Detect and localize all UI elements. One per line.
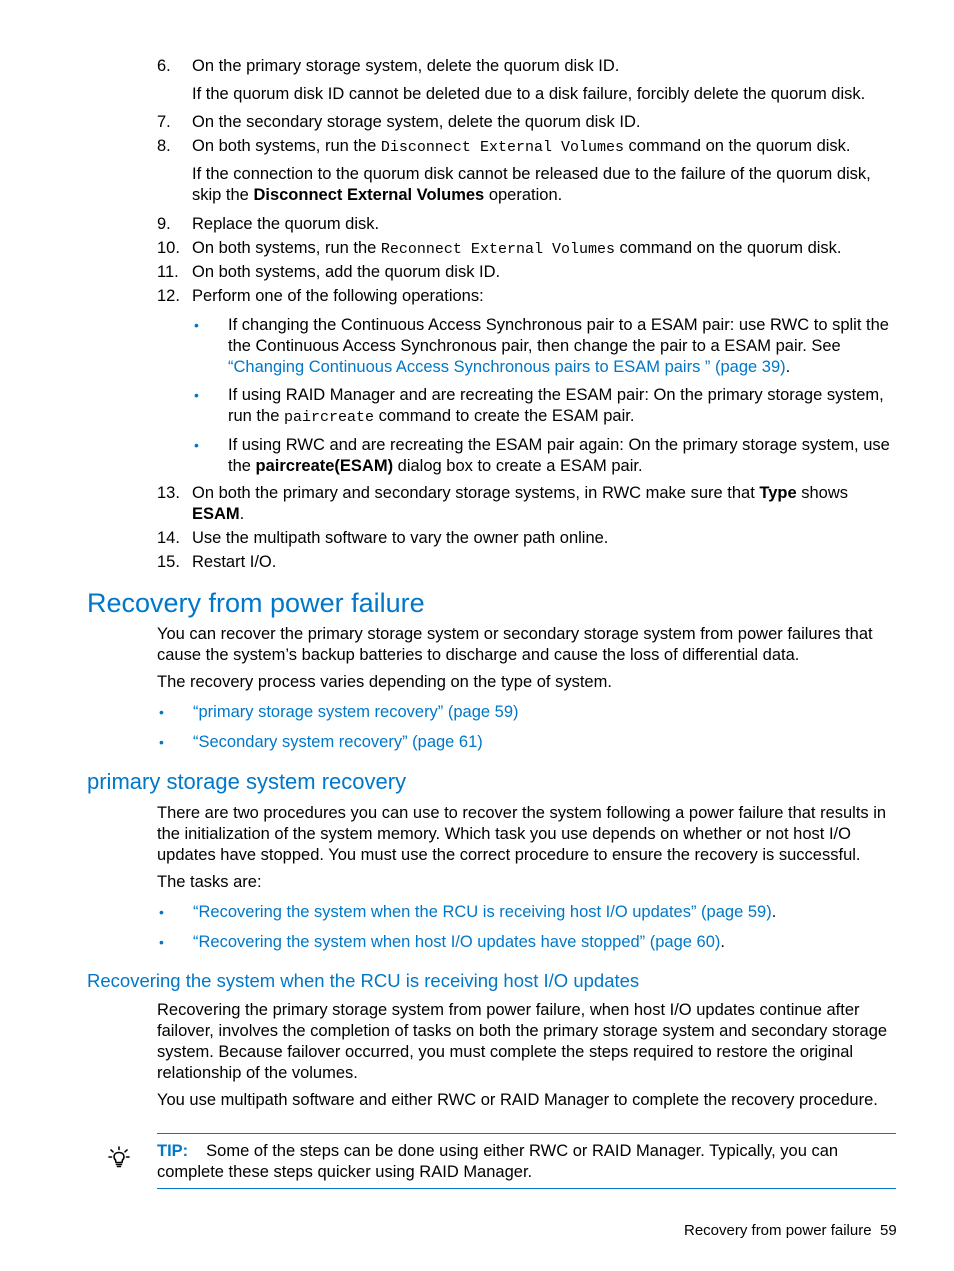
dialog-name: paircreate(ESAM) (255, 457, 394, 475)
note-text: If the connection to the quorum disk cannot be released due to the failure of the quorum disk, skip the (192, 165, 871, 204)
step-text-mid: shows (796, 484, 849, 502)
subsection-heading: primary storage system recovery (87, 769, 407, 794)
field-name: Type (759, 484, 797, 502)
step-note: If the quorum disk ID cannot be deleted due to a disk failure, forcibly delete the quorum disk. (192, 85, 866, 103)
paragraph: You use multipath software and either RWC or RAID Manager to complete the recovery procedure. (157, 1091, 878, 1109)
step-text: On both systems, add the quorum disk ID. (192, 263, 501, 281)
bullet-icon: • (194, 437, 199, 453)
list-item (228, 435, 893, 477)
step-number: 10. (157, 239, 180, 257)
paragraph: You can recover the primary storage system or secondary storage system from power failures that cause the system’s backup batteries to discharge and cause the loss of differential data. (157, 625, 873, 664)
command-code: Disconnect External Volumes (380, 139, 624, 156)
step-text: On the primary storage system, delete the quorum disk ID. (192, 57, 620, 75)
step-number: 15. (157, 553, 180, 571)
step-number: 7. (157, 113, 171, 131)
step-number: 9. (157, 215, 171, 233)
list-item-text-post: dialog box to create a ESAM pair. (393, 457, 643, 475)
command-code: Reconnect External Volumes (380, 241, 615, 258)
cross-reference-link[interactable]: “Secondary system recovery” (page 61) (193, 733, 483, 751)
bullet-icon: • (159, 734, 164, 750)
bullet-icon: • (194, 317, 199, 333)
tip-text (157, 1141, 897, 1183)
step-text: On the secondary storage system, delete the quorum disk ID. (192, 113, 641, 131)
bullet-icon: • (194, 387, 199, 403)
bullet-icon: • (159, 904, 164, 920)
list-item (193, 932, 725, 953)
step-text-pre: On both the primary and secondary storage systems, in RWC make sure that (192, 484, 760, 502)
cross-reference-link[interactable]: “Recovering the system when the RCU is receiving host I/O updates” (page 59) (193, 903, 772, 921)
list-item-suffix: . (771, 903, 777, 921)
step-number: 12. (157, 287, 180, 305)
footer-title: Recovery from power failure (684, 1222, 872, 1239)
tip-bottom-rule (157, 1188, 896, 1189)
paragraph: The recovery process varies depending on the type of system. (157, 673, 612, 691)
list-item (228, 385, 898, 428)
step-number: 14. (157, 529, 180, 547)
bullet-icon: • (159, 934, 164, 950)
paragraph: Recovering the primary storage system from power failure, when host I/O updates continue after failover, involves the completion of tasks on both the primary storage system and secondary storage system. Because failover occurred, you must complete the steps required to restore the original relationship of the volumes. (157, 1001, 888, 1082)
list-item-text: If using RWC and are recreating the ESAM pair again: On the primary storage system, use the (228, 436, 890, 475)
step-text-post: command on the quorum disk. (614, 239, 842, 257)
cross-reference-link[interactable]: “Changing Continuous Access Synchronous pairs to ESAM pairs ” (page 39) (228, 358, 786, 376)
step-text: Restart I/O. (192, 553, 277, 571)
tip-top-rule (157, 1133, 896, 1134)
list-item-text: If changing the Continuous Access Synchronous pair to a ESAM pair: use RWC to split the the Continuous Access Synchronous pair, then change the pair to a ESAM pair. See (228, 316, 889, 355)
subsubsection-heading: Recovering the system when the RCU is receiving host I/O updates (87, 970, 640, 991)
cross-reference-link[interactable]: “primary storage system recovery” (page 59) (193, 703, 519, 721)
step-text (192, 136, 897, 158)
list-item-suffix: . (720, 933, 725, 951)
step-number: 6. (157, 57, 171, 75)
note-bold: Disconnect External Volumes (253, 186, 485, 204)
list-item-text: If using RAID Manager and are recreating the ESAM pair: On the primary storage system, run the (228, 386, 884, 425)
paragraph: The tasks are: (157, 873, 262, 891)
paragraph: There are two procedures you can use to recover the system following a power failure that results in the initialization of the system memory. Which task you use depends on whether or not host I/O updates have stopped. You must use the correct procedure to ensure the recovery is successful. (157, 804, 887, 864)
page-number: 59 (880, 1222, 897, 1239)
section-heading: Recovery from power failure (87, 588, 425, 618)
step-text-pre: On both systems, run the (192, 137, 381, 155)
step-text-post: command on the quorum disk. (623, 137, 851, 155)
tip-body: Some of the steps can be done using either RWC or RAID Manager. Typically, you can complete these steps quicker using RAID Manager. (157, 1142, 839, 1181)
step-text: Replace the quorum disk. (192, 215, 380, 233)
field-value: ESAM (192, 505, 240, 523)
note-text-post: operation. (484, 186, 563, 204)
step-text (192, 483, 897, 525)
cross-reference-link[interactable]: “Recovering the system when host I/O updates have stopped” (page 60) (193, 933, 721, 951)
lightbulb-icon (108, 1145, 130, 1171)
step-text-pre: On both systems, run the (192, 239, 381, 257)
step-text: Perform one of the following operations: (192, 287, 484, 305)
step-number: 11. (157, 263, 179, 281)
step-text: Use the multipath software to vary the owner path online. (192, 529, 609, 547)
step-number: 13. (157, 484, 180, 502)
command-code: paircreate (283, 409, 374, 426)
step-note (192, 164, 897, 206)
step-number: 8. (157, 137, 171, 155)
list-item (228, 315, 893, 378)
list-item-text-post: . (785, 358, 791, 376)
list-item (193, 902, 776, 923)
list-item-text-post: command to create the ESAM pair. (373, 407, 635, 425)
tip-label: TIP: (157, 1142, 189, 1160)
bullet-icon: • (159, 704, 164, 720)
step-text (192, 238, 897, 260)
step-text-post: . (239, 505, 245, 523)
